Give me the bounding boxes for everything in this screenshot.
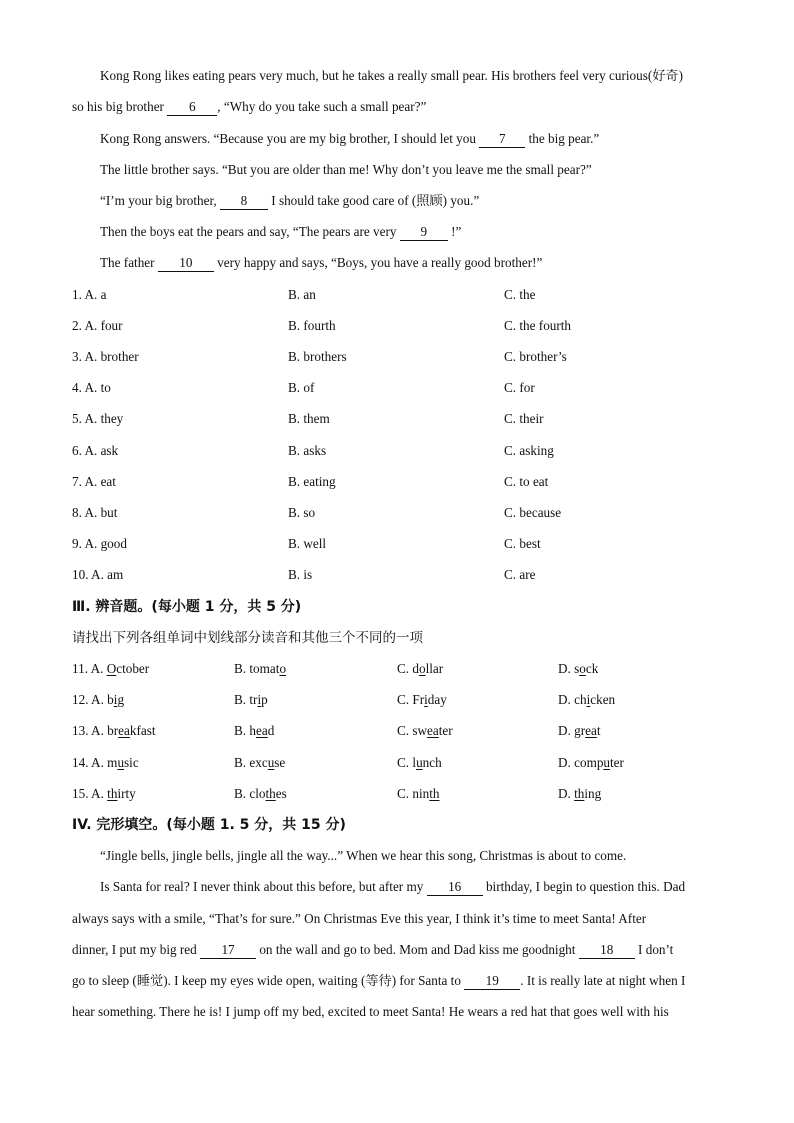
question-3-options	[72, 347, 732, 367]
option-d[interactable]	[558, 659, 598, 679]
blank-9[interactable]: 9	[400, 224, 448, 241]
option-a[interactable]: 2. A. four	[72, 318, 123, 333]
option-c[interactable]: C. are	[504, 567, 536, 582]
question-6-options	[72, 441, 732, 461]
passage1-line-4: The little brother says. “But you are older than me! Why don’t you leave me the small pear?”	[100, 162, 592, 177]
option-d[interactable]	[558, 753, 624, 773]
question-1-options	[72, 285, 732, 305]
text-segment: Kong Rong answers. “Because you are my big brother, I should let you	[100, 131, 480, 146]
question-9-options	[72, 534, 732, 554]
option-b[interactable]: B. an	[288, 287, 316, 302]
text-segment: the big pear.”	[525, 131, 600, 146]
text-segment: ck	[585, 661, 599, 676]
option-b[interactable]: B. eating	[288, 474, 336, 489]
option-b[interactable]: B. asks	[288, 443, 327, 458]
text-segment: es	[275, 786, 287, 801]
underlined-letters: i	[586, 692, 591, 707]
passage1-line-5	[100, 191, 760, 211]
question-14-options	[72, 753, 732, 773]
option-a[interactable]: 8. A. but	[72, 505, 118, 520]
option-c[interactable]: C. asking	[504, 443, 554, 458]
option-c[interactable]	[397, 753, 442, 773]
text-segment: D. comp	[558, 755, 604, 770]
question-4-options	[72, 378, 732, 398]
passage1-line-3	[100, 129, 760, 149]
option-a[interactable]: 10. A. am	[72, 567, 124, 582]
text-segment: 14. A. m	[72, 755, 118, 770]
blank-10[interactable]: 10	[158, 255, 214, 272]
passage2-line-2	[100, 877, 760, 897]
text-segment: p	[261, 692, 268, 707]
option-b[interactable]: B. brothers	[288, 349, 347, 364]
text-segment: B. h	[234, 723, 256, 738]
underlined-letters: o	[579, 661, 586, 676]
question-8-options	[72, 503, 732, 523]
underlined-letters: O	[106, 661, 117, 676]
text-segment: D.	[558, 786, 575, 801]
option-b[interactable]	[234, 784, 287, 804]
option-a[interactable]: 5. A. they	[72, 411, 124, 426]
option-b[interactable]: B. fourth	[288, 318, 336, 333]
option-c[interactable]	[397, 690, 447, 710]
option-a[interactable]: 1. A. a	[72, 287, 107, 302]
blank-6[interactable]: 6	[167, 99, 217, 116]
underlined-letters: o	[279, 661, 287, 676]
option-c[interactable]: C. for	[504, 380, 535, 395]
text-segment: nch	[422, 755, 442, 770]
passage2-line-3: always says with a smile, “That’s for sure.” On Christmas Eve this year, I think it’s time to meet Santa! After	[72, 911, 647, 926]
question-10-options	[72, 565, 732, 585]
text-segment: Is Santa for real? I never think about this before, but after my	[100, 879, 427, 894]
text-segment: ctober	[116, 661, 150, 676]
text-segment: 13. A. br	[72, 723, 119, 738]
underlined-letters: ea	[585, 723, 597, 738]
option-c[interactable]: C. brother’s	[504, 349, 567, 364]
option-d[interactable]	[558, 784, 601, 804]
option-c[interactable]: C. the	[504, 287, 536, 302]
question-11-options	[72, 659, 732, 679]
text-segment: !”	[447, 224, 462, 239]
blank-19[interactable]: 19	[464, 973, 520, 990]
text-segment: dinner, I put my big red	[72, 942, 201, 957]
underlined-letters: th	[265, 786, 276, 801]
question-12-options	[72, 690, 732, 710]
text-segment: g	[117, 692, 125, 707]
text-segment: d	[267, 723, 275, 738]
blank-8[interactable]: 8	[220, 193, 268, 210]
text-segment: go to sleep (睡觉). I keep my eyes wide open, waiting (等待) for Santa to	[72, 973, 465, 988]
text-segment: 11. A.	[72, 661, 107, 676]
text-segment: B. exc	[234, 755, 268, 770]
text-segment: on the wall and go to bed. Mom and Dad kiss me goodnight	[256, 942, 579, 957]
text-segment: ter	[438, 723, 453, 738]
text-segment: C. nin	[397, 786, 430, 801]
underlined-letters: th	[574, 786, 585, 801]
blank-18[interactable]: 18	[579, 942, 635, 959]
underlined-letters: ea	[118, 723, 130, 738]
section-3-instruction: 请找出下列各组单词中划线部分读音和其他三个不同的一项	[72, 630, 423, 646]
question-2-options	[72, 316, 732, 336]
option-a[interactable]: 6. A. ask	[72, 443, 119, 458]
passage2-line-4	[72, 940, 732, 960]
underlined-letters: u	[117, 755, 125, 770]
question-15-options	[72, 784, 732, 804]
underlined-letters: u	[416, 755, 423, 770]
option-b[interactable]: B. is	[288, 567, 313, 582]
text-segment: kfast	[129, 723, 156, 738]
option-b[interactable]	[234, 753, 285, 773]
text-segment: birthday, I begin to question this. Dad	[482, 879, 686, 894]
text-segment: ing	[584, 786, 602, 801]
text-segment: so his big brother	[72, 99, 168, 114]
underlined-letters: u	[603, 755, 611, 770]
text-segment: The father	[100, 255, 158, 270]
passage1-line-6	[100, 222, 760, 242]
text-segment: D. gr	[558, 723, 586, 738]
text-segment: B. clo	[234, 786, 266, 801]
blank-7[interactable]: 7	[479, 131, 525, 148]
passage1-line-2	[72, 97, 732, 117]
text-segment: 15. A.	[72, 786, 108, 801]
passage1-line-1: Kong Rong likes eating pears very much, but he takes a really small pear. His brothers feel very curious(好奇)	[100, 68, 684, 83]
text-segment: se	[274, 755, 286, 770]
option-a[interactable]	[72, 784, 136, 804]
section-4-heading: IV. 完形填空。(每小题 1. 5 分，共 15 分)	[72, 817, 346, 833]
passage1-line-7	[100, 253, 760, 273]
text-segment: t	[596, 723, 601, 738]
underlined-letters: i	[113, 692, 118, 707]
option-c[interactable]: C. their	[504, 411, 544, 426]
text-segment: D. ch	[558, 692, 587, 707]
text-segment: llar	[425, 661, 444, 676]
text-segment: C. Fr	[397, 692, 425, 707]
option-c[interactable]: C. because	[504, 505, 562, 520]
text-segment: C. l	[397, 755, 417, 770]
option-d[interactable]	[558, 690, 615, 710]
passage2-line-6: hear something. There he is! I jump off my bed, excited to meet Santa! He wears a red hat that goes well with his	[72, 1004, 669, 1019]
text-segment: B. tr	[234, 692, 258, 707]
text-segment: . It is really late at night when I	[520, 973, 686, 988]
underlined-letters: u	[267, 755, 275, 770]
text-segment: Then the boys eat the pears and say, “The pears are very	[100, 224, 400, 239]
text-segment: day	[427, 692, 447, 707]
text-segment: ter	[610, 755, 624, 770]
option-c[interactable]	[397, 721, 453, 741]
question-13-options	[72, 721, 732, 741]
passage2-line-1: “Jingle bells, jingle bells, jingle all the way...” When we hear this song, Christmas is about to come.	[100, 848, 627, 863]
text-segment: I should take good care of (照顾) you.”	[267, 193, 480, 208]
text-segment: very happy and says, “Boys, you have a really good brother!”	[213, 255, 543, 270]
text-segment: C. d	[397, 661, 419, 676]
option-b[interactable]	[234, 721, 274, 741]
text-segment: I don’t	[634, 942, 674, 957]
underlined-letters: i	[424, 692, 428, 707]
option-b[interactable]	[234, 659, 286, 679]
option-b[interactable]: B. of	[288, 380, 315, 395]
underlined-letters: o	[418, 661, 426, 676]
option-a[interactable]: 7. A. eat	[72, 474, 116, 489]
option-a[interactable]: 9. A. good	[72, 536, 127, 551]
text-segment: cken	[590, 692, 616, 707]
underlined-letters: i	[257, 692, 262, 707]
question-7-options	[72, 472, 732, 492]
option-c[interactable]	[397, 784, 440, 804]
text-segment: sic	[124, 755, 139, 770]
option-b[interactable]: B. well	[288, 536, 327, 551]
text-segment: C. sw	[397, 723, 428, 738]
option-b[interactable]: B. them	[288, 411, 330, 426]
option-c[interactable]	[397, 659, 443, 679]
passage2-line-5	[72, 971, 732, 991]
text-segment: , “Why do you take such a small pear?”	[217, 99, 427, 114]
option-b[interactable]: B. so	[288, 505, 316, 520]
question-5-options	[72, 409, 732, 429]
text-segment: B. tomat	[234, 661, 280, 676]
blank-17[interactable]: 17	[200, 942, 256, 959]
option-a[interactable]	[72, 721, 156, 741]
blank-16[interactable]: 16	[427, 879, 483, 896]
underlined-letters: ea	[255, 723, 268, 738]
option-b[interactable]	[234, 690, 268, 710]
option-a[interactable]: 3. A. brother	[72, 349, 139, 364]
option-c[interactable]: C. to eat	[504, 474, 549, 489]
option-c[interactable]: C. best	[504, 536, 541, 551]
text-segment: D. s	[558, 661, 580, 676]
text-segment: “I’m your big brother,	[100, 193, 220, 208]
section-3-heading: Ⅲ. 辨音题。(每小题 1 分，共 5 分)	[72, 599, 302, 615]
option-c[interactable]: C. the fourth	[504, 318, 572, 333]
option-a[interactable]	[72, 659, 149, 679]
option-a[interactable]	[72, 753, 139, 773]
underlined-letters: th	[429, 786, 440, 801]
underlined-letters: ea	[427, 723, 439, 738]
text-segment: irty	[117, 786, 136, 801]
option-d[interactable]	[558, 721, 601, 741]
underlined-letters: th	[107, 786, 118, 801]
option-a[interactable]	[72, 690, 124, 710]
option-a[interactable]: 4. A. to	[72, 380, 111, 395]
text-segment: 12. A. b	[72, 692, 114, 707]
